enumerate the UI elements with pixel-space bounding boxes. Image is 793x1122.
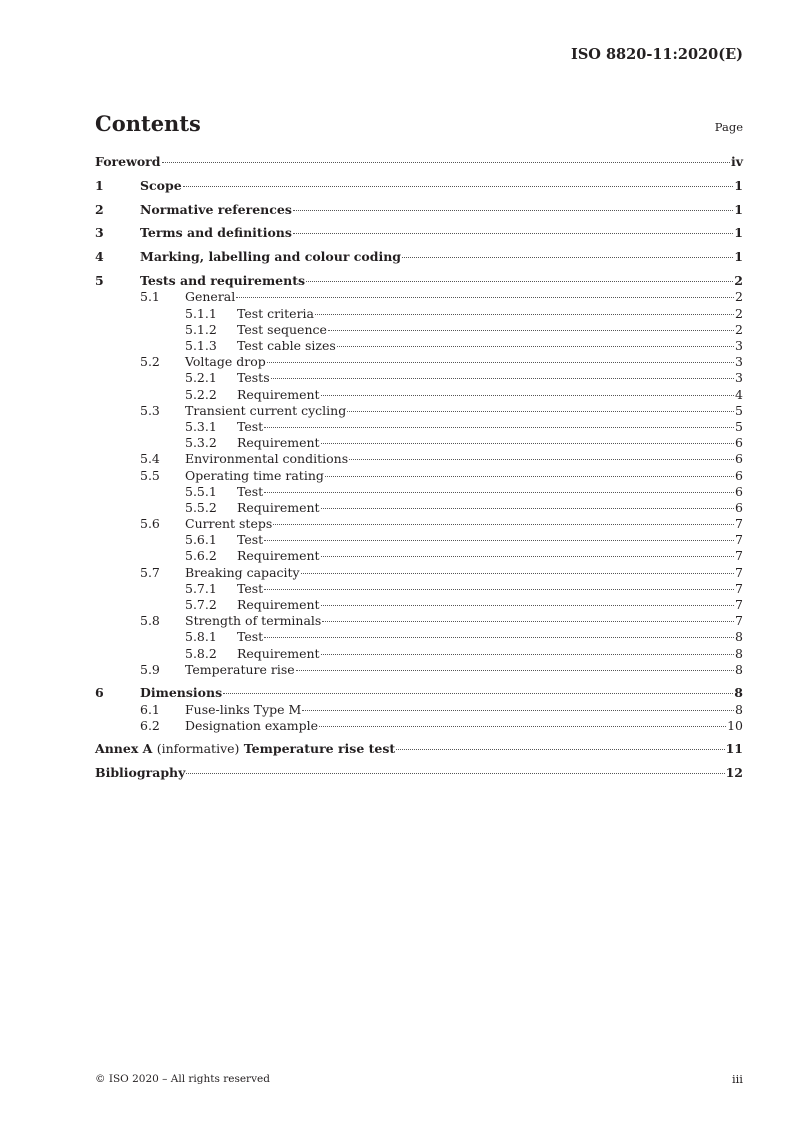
toc-entry[interactable] (95, 322, 743, 338)
toc-entry[interactable] (95, 468, 743, 484)
page-column-label: Page (714, 120, 743, 134)
toc-entry[interactable] (95, 548, 743, 564)
dot-leader (162, 162, 730, 163)
toc-entry-page: 5 (735, 418, 743, 434)
toc-entry-page: 11 (725, 741, 743, 757)
toc-entry[interactable] (95, 702, 743, 718)
toc-entry-page: 7 (735, 548, 743, 564)
toc-entry-page: 7 (735, 564, 743, 580)
toc-entry-number: 6.2 (140, 717, 160, 733)
toc-entry-title[interactable]: Requirement (237, 645, 320, 661)
dot-leader (321, 395, 734, 396)
toc-entry-number: 5.3.1 (185, 418, 217, 434)
toc-entry-page: 6 (735, 451, 743, 467)
toc-entry-number: 5.1.1 (185, 305, 217, 321)
toc-entry-page: 8 (735, 645, 743, 661)
toc-entry[interactable] (95, 484, 743, 500)
toc-entry-title[interactable]: General (185, 289, 236, 305)
toc-entry[interactable] (95, 419, 743, 435)
toc-entry-title[interactable]: Foreword (95, 154, 161, 169)
toc-entry[interactable] (95, 629, 743, 645)
toc-entry-title[interactable]: Current steps (185, 516, 273, 532)
toc-entry-title[interactable]: Fuse-links Type M (185, 701, 302, 717)
toc-entry-page: 12 (725, 765, 743, 781)
toc-entry-number: 5.4 (140, 451, 160, 467)
toc-entry[interactable] (95, 370, 743, 386)
toc-entry-page: 2 (735, 289, 743, 305)
dot-leader (264, 492, 734, 493)
dot-leader (271, 378, 734, 379)
page-title: Contents (95, 111, 201, 136)
toc-entry-title[interactable]: Temperature rise (185, 661, 295, 677)
title-row (95, 111, 743, 136)
toc-entry[interactable] (95, 516, 743, 532)
dot-leader (293, 233, 733, 234)
toc-entry-page: 7 (735, 532, 743, 548)
toc-entry-page: 6 (735, 499, 743, 515)
toc-entry-title[interactable]: Environmental conditions (185, 451, 349, 467)
toc-entry-page: 7 (735, 613, 743, 629)
toc-entry-number: 5.7.2 (185, 597, 217, 613)
dot-leader (319, 726, 726, 727)
toc-entry-title[interactable]: Test (237, 580, 264, 596)
dot-leader (306, 281, 733, 282)
dot-leader (321, 443, 734, 444)
toc-entry-page: 10 (727, 717, 743, 733)
toc-entry-number: 5.6.2 (185, 548, 217, 564)
toc-entry[interactable] (95, 581, 743, 597)
toc-entry[interactable] (95, 403, 743, 419)
dot-leader (236, 297, 734, 298)
toc-entry-page: 8 (735, 701, 743, 717)
toc-entry[interactable] (95, 685, 743, 702)
toc-entry-number: 5.5 (140, 467, 160, 483)
toc-entry-page: 5 (735, 402, 743, 418)
toc-entry[interactable] (95, 306, 743, 322)
toc-entry[interactable] (95, 597, 743, 613)
toc-entry[interactable] (95, 202, 743, 219)
toc-entry-title[interactable]: Terms and definitions (140, 225, 292, 241)
toc-entry-title[interactable]: Tests and requirements (140, 272, 306, 288)
toc-entry-page: 7 (735, 516, 743, 532)
dot-leader (396, 749, 724, 750)
toc-entry-bibliography[interactable] (95, 765, 743, 782)
toc-entry[interactable] (95, 435, 743, 451)
toc-entry-title[interactable]: Operating time rating (185, 467, 324, 483)
dot-leader (296, 670, 734, 671)
toc-entry-page: 1 (734, 177, 743, 193)
toc-entry-title[interactable]: Requirement (237, 499, 320, 515)
toc-entry-title[interactable]: Normative references (140, 201, 292, 217)
toc-entry-page: 2 (734, 272, 743, 288)
bibliography-title[interactable]: Bibliography (95, 765, 186, 781)
dot-leader (322, 621, 734, 622)
toc-entry[interactable] (95, 532, 743, 548)
toc-entry[interactable] (95, 273, 743, 290)
dot-leader (267, 362, 734, 363)
toc-entry[interactable] (95, 178, 743, 195)
dot-leader (328, 330, 734, 331)
dot-leader (325, 476, 734, 477)
toc-entry-number: 5.6.1 (185, 532, 217, 548)
toc-entry-title[interactable]: Marking, labelling and colour coding (140, 249, 402, 265)
toc-entry-page: 7 (735, 597, 743, 613)
dot-leader (301, 573, 734, 574)
toc-entry-number: 5 (95, 272, 104, 288)
toc-entry-title[interactable]: Test (237, 418, 264, 434)
dot-leader (321, 556, 734, 557)
toc-entry[interactable] (95, 338, 743, 354)
toc-entry[interactable] (95, 565, 743, 581)
page-number: iii (731, 1072, 743, 1086)
toc-entry[interactable] (95, 289, 743, 305)
toc-entry-number: 5.8 (140, 613, 160, 629)
toc-entry[interactable] (95, 718, 743, 734)
toc-entry-page: 6 (735, 435, 743, 451)
dot-leader (302, 710, 734, 711)
annex-qualifier: (informative) (156, 741, 240, 757)
toc-entry-annex[interactable] (95, 741, 743, 758)
document-code: ISO 8820-11:2020(E) (571, 46, 743, 63)
toc-entry-number: 2 (95, 201, 104, 217)
toc-entry-title[interactable]: Test (237, 483, 264, 499)
toc-entry-title[interactable]: Voltage drop (185, 354, 266, 370)
toc-entry-page: 2 (735, 321, 743, 337)
dot-leader (315, 314, 734, 315)
toc-entry-title[interactable]: Requirement (237, 548, 320, 564)
toc-entry-title[interactable]: Test criteria (237, 305, 314, 321)
toc-entry-number: 5.1.3 (185, 338, 217, 354)
copyright-notice: © ISO 2020 – All rights reserved (95, 1073, 270, 1085)
toc-entry-number: 5.1.2 (185, 321, 217, 337)
toc-entry-title[interactable]: Test cable sizes (237, 338, 336, 354)
toc-entry-title[interactable]: Breaking capacity (185, 564, 300, 580)
dot-leader (186, 773, 724, 774)
toc-entry[interactable] (95, 613, 743, 629)
toc-entry-page: iv (730, 154, 743, 169)
toc-entry-number: 5.8.1 (185, 629, 217, 645)
table-of-contents (95, 154, 743, 782)
toc-entry-title[interactable]: Test sequence (237, 321, 327, 337)
toc-entry-title[interactable]: Dimensions (140, 685, 223, 701)
toc-entry-number: 5.2.2 (185, 386, 217, 402)
toc-entry-number: 5.9 (140, 661, 160, 677)
toc-entry[interactable] (95, 249, 743, 266)
dot-leader (321, 654, 734, 655)
dot-leader (347, 411, 734, 412)
toc-entry-title[interactable]: Designation example (185, 717, 319, 733)
toc-entry-number: 5.7.1 (185, 580, 217, 596)
annex-title[interactable]: Temperature rise test (243, 741, 396, 757)
toc-entry[interactable] (95, 646, 743, 662)
toc-entry-number: 5.1 (140, 289, 160, 305)
toc-entry-number: 5.2 (140, 354, 160, 370)
toc-entry-number: 3 (95, 225, 104, 241)
toc-entry[interactable] (95, 662, 743, 678)
toc-entry[interactable] (95, 354, 743, 370)
toc-entry-page: 1 (734, 249, 743, 265)
toc-entry-number: 5.8.2 (185, 645, 217, 661)
dot-leader (402, 257, 733, 258)
toc-entry[interactable] (95, 500, 743, 516)
toc-entry-page: 3 (735, 354, 743, 370)
toc-entry-number: 5.5.2 (185, 499, 217, 515)
dot-leader (264, 540, 734, 541)
toc-entry-title[interactable]: Test (237, 532, 264, 548)
toc-entry-number: 5.7 (140, 564, 160, 580)
toc-entry[interactable] (95, 154, 743, 171)
dot-leader (223, 693, 733, 694)
toc-entry[interactable] (95, 225, 743, 242)
dot-leader (321, 508, 734, 509)
toc-entry-page: 6 (735, 467, 743, 483)
toc-entry-title[interactable]: Transient current cycling (185, 402, 347, 418)
dot-leader (264, 427, 734, 428)
toc-entry-number: 5.6 (140, 516, 160, 532)
toc-entry-page: 1 (734, 225, 743, 241)
dot-leader (264, 589, 734, 590)
toc-entry-page: 1 (734, 201, 743, 217)
toc-entry-page: 4 (735, 386, 743, 402)
toc-entry-page: 3 (735, 370, 743, 386)
dot-leader (321, 605, 734, 606)
toc-entry-number: 5.5.1 (185, 483, 217, 499)
toc-entry[interactable] (95, 387, 743, 403)
toc-entry-title[interactable]: Scope (140, 177, 182, 193)
toc-entry-page: 3 (735, 338, 743, 354)
toc-entry-page: 8 (735, 661, 743, 677)
toc-entry-title[interactable]: Test (237, 629, 264, 645)
toc-entry-number: 5.3 (140, 402, 160, 418)
toc-entry-number: 5.3.2 (185, 435, 217, 451)
toc-entry-page: 8 (735, 629, 743, 645)
toc-entry-title[interactable]: Strength of terminals (185, 613, 322, 629)
toc-entry-title[interactable]: Requirement (237, 435, 320, 451)
toc-entry-title[interactable]: Requirement (237, 386, 320, 402)
toc-entry-page: 8 (734, 685, 743, 701)
toc-entry-page: 2 (735, 305, 743, 321)
toc-entry-title[interactable]: Tests (237, 370, 270, 386)
toc-entry-number: 4 (95, 249, 104, 265)
annex-label[interactable]: Annex A (95, 741, 153, 757)
toc-entry-number: 1 (95, 177, 104, 193)
dot-leader (337, 346, 734, 347)
toc-entry-title[interactable]: Requirement (237, 597, 320, 613)
toc-entry-page: 7 (735, 580, 743, 596)
toc-entry-number: 6.1 (140, 701, 160, 717)
dot-leader (349, 459, 734, 460)
dot-leader (264, 637, 734, 638)
dot-leader (183, 186, 734, 187)
dot-leader (273, 524, 734, 525)
toc-entry[interactable] (95, 451, 743, 467)
dot-leader (293, 210, 733, 211)
toc-entry-number: 5.2.1 (185, 370, 217, 386)
toc-entry-page: 6 (735, 483, 743, 499)
toc-entry-number: 6 (95, 685, 104, 701)
